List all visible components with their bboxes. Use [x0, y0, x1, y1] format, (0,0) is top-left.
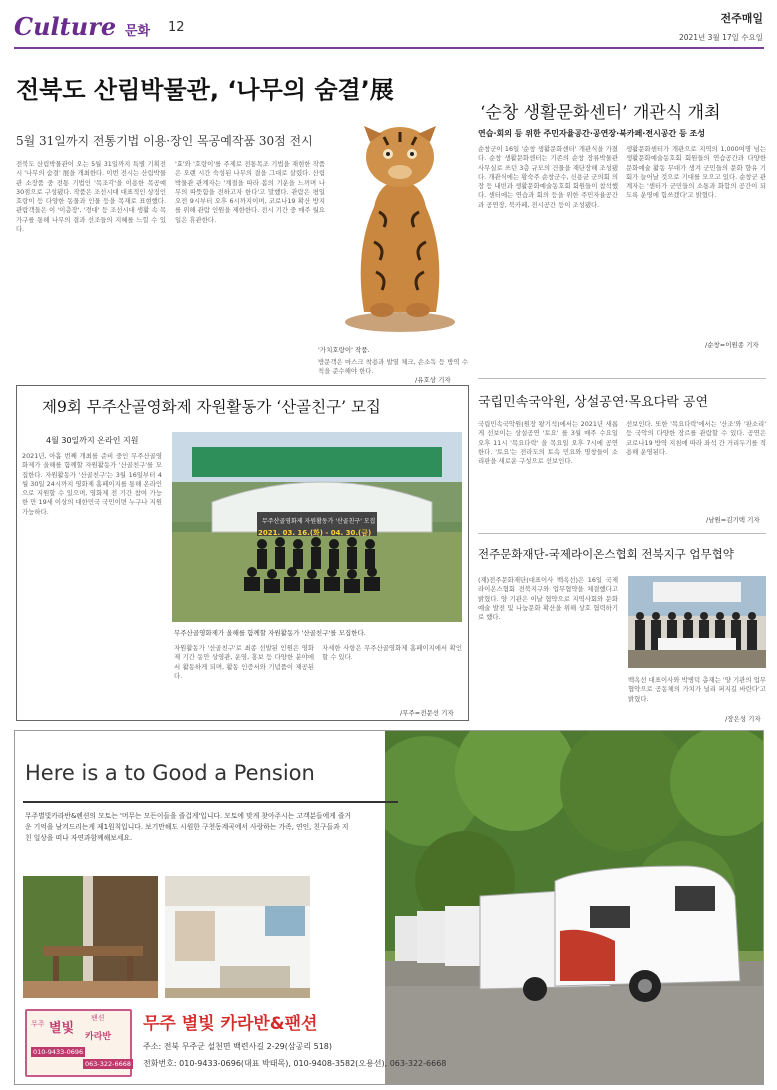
story4-subhead: 4월 30일까지 온라인 지원 [46, 436, 139, 445]
divider [478, 533, 766, 534]
tiger-carving-photo [334, 112, 466, 342]
section-title-ko: 문화 [125, 24, 151, 39]
story4-col1: 2021년, 아홉 번째 개최를 준비 중인 무주산골영화제가 올해를 함께할 자원활동가 '산골친구'를 모집한다. 자원활동가 '산골친구'는 3월 16일부터 4월 30일 24시까지 영화제 홈페이지를 통해 온라인으로 지원할 수 있으며, 영화제 전 기간 참여 가능한 만 19세 이상의 대한민국 국민이면 누구나 지원 가능하다. [22, 452, 162, 516]
logo-byeolbit: 별빛 [49, 1021, 75, 1036]
story2-subhead: 연습·회의 등 위한 주민자율공간·공연장·북카페·전시공간 등 조성 [478, 129, 706, 138]
story1-subhead: 5월 31일까지 전통기법 이용·장인 목공예작품 30점 전시 [16, 134, 313, 148]
ad-title-underline [23, 801, 398, 803]
story3-col1: 국립민속국악원(원장 왕기석)에서는 2021년 새롭게 선보이는 상설공연 '토요' 를 3월 매주 수요일 오후 11시 '목요다락' 을 목요일 오후 7시에 공연한다. '토요'는 전라도의 토속 민요와 명창들이 소리판을 새로운 구성으로 선보인다. [478, 420, 618, 466]
newspaper-name: 전주매일 [720, 12, 763, 25]
story3-byline: /남원=김기택 기자 [706, 516, 760, 524]
pension-logo [25, 1009, 132, 1077]
logo-caravan: 카라반 [85, 1032, 112, 1042]
logo-pension: 팬션 [91, 1014, 105, 1022]
story5-headline: 전주문화재단-국제라이온스협회 전북지구 업무협약 [478, 547, 734, 561]
story1-caption: '가치호랑이' 작품. [318, 346, 370, 354]
photo-banner-date: 2021. 03. 16.(화) - 04. 30.(금) [258, 529, 372, 537]
bbq-deck-photo [23, 876, 158, 998]
story5-col2: 백옥선 대표이사와 박병덕 총재는 '양 기관의 업무협약으로 공동체의 가치가 널리 퍼지길 바란다'고 밝혔다. [628, 676, 766, 703]
story1-col1: 전북도 산림박물관이 오는 5월 31일까지 특별 기획전시 '나무의 숨결' 展을 개최한다. 이번 전시는 산림박물관 소장품 중 전통 기법인 '목조각'을 이용한 목공예 30점으로 구성됐다. 작품은 조선시대 대표적인 상징인 호랑이 등 다양한 동물과 인물 등을 목재로 표현했다. 관람객들은 이 '이층장', '경대' 등 조선시대 생활 속 목가구를 통해 나무의 결과 선조들의 지혜를 느낄 수 있다. [16, 160, 166, 234]
ad-address: 주소: 전북 무주군 설천면 백련사길 2-29(삼공리 518) [143, 1042, 332, 1051]
story1-headline: 전북도 산림박물관, ‘나무의 숨결’展 [16, 76, 394, 104]
volunteers-group-photo [172, 432, 462, 622]
story4-caption: 무주산골영화제가 올해를 함께할 자원활동가 '산골친구'를 모집한다. [174, 629, 366, 637]
caravan-photo [385, 731, 763, 1084]
story1-col2: '효'와 '호랑이'를 주제로 전통목조 기법을 재현한 작품은 오랜 시간 숙성된 나무의 결을 그대로 살렸다. 산림박물관 관계자는 '계절을 따라 봄의 기운을 느끼며 나무의 따뜻함을 전하고자 한다'고 말했다. 관람은 평일 오전 9시부터 오후 6시까지이며, 코로나19 확산 방지를 위해 관람 인원을 제한한다. 전시 기간 중 매주 월요일은 휴관한다. [175, 160, 325, 224]
story4-headline: 제9회 무주산골영화제 자원활동가 ‘산골친구’ 모집 [42, 398, 381, 416]
story1-col3: 방문객은 마스크 착용과 발열 체크, 손소독 등 방역 수칙을 준수해야 한다. [318, 358, 468, 376]
story4-col2: 자원활동가 '산골친구'로 최종 선발된 인원은 영화제 기간 동안 상영관, 운영, 홍보 등 다양한 분야에서 활동하게 되며, 활동 인증서와 기념품이 제공된다. [174, 644, 314, 680]
ad-description: 무주별빛카라반&펜션의 모토는 '머무는 모든이들을 즐겁게'입니다. 모토에 맞게 찾아주시는 고객분들에게 즐거운 기억을 남겨드리는게 제1원칙입니다. 보기만해도 시원한 구천동계곡에서 사랑하는 가족, 연인, 친구들과 지친 일상을 떠나 자연과함께해보세요. [25, 812, 352, 842]
story2-byline: /순창=이원종 기자 [705, 341, 759, 349]
section-title-en: Culture [14, 12, 117, 41]
caravan-interior-photo [165, 876, 310, 998]
story5-col1: (재)전주문화재단(대표이사 백옥선)은 16일 국제라이온스협회 전북지구와 업무협약을 체결했다고 밝혔다. 양 기관은 이날 협약으로 지역사회와 문화예술 발전 및 나눔문화 확산을 위해 상호 협력하기로 했다. [478, 576, 618, 622]
pension-advertisement [14, 730, 764, 1085]
logo-phone1: 010-9433-0696 [33, 1048, 84, 1056]
story4-col3: 자세한 사항은 무주산골영화제 홈페이지에서 확인할 수 있다. [322, 644, 462, 662]
story3-col2: 선보인다. 또한 '목요다락'에서는 '산조'와 '판소리' 등 국악의 다양한 장르를 관람할 수 있다. 공연은 코로나19 방역 지침에 따라 좌석 간 거리두기를 적용해 운영된다. [626, 420, 766, 456]
story3-headline: 국립민속국악원, 상설공연·목요다락 공연 [478, 395, 709, 410]
issue-date: 2021년 3월 17일 수요일 [678, 33, 763, 42]
story5-byline: /장은성 기자 [725, 715, 761, 723]
logo-muju: 무주 [31, 1020, 45, 1028]
story2-col1: 순창군이 16일 '순창 생활문화센터' 개관식을 가졌다. 순창 생활문화센터는 기존의 순창 장류박물관 사무실로 쓰던 3층 규모의 건물을 재단장해 조성됐다. 개관식에는 황숙주 순창군수, 신용균 군의회 의장 등 내빈과 생활문화예술동호회 회원들이 참석했다. 센터에는 연습과 회의 등을 위한 주민자율공간과 공연장, 북카페, 전시공간 등이 조성됐다. [478, 145, 618, 209]
divider [478, 378, 766, 379]
agreement-signing-photo [628, 576, 766, 668]
story1-byline: /유호상 기자 [415, 376, 451, 384]
logo-phone2: 063-322-6668 [85, 1060, 132, 1068]
photo-banner-text: 무주산골영화제 자원활동가 '산골친구' 모집 [262, 518, 376, 525]
ad-title: Here is a to Good a Pension [25, 761, 315, 785]
story4-byline: /무주=전문선 기자 [400, 709, 454, 717]
ad-phone: 전화번호: 010-9433-0696(대표 박태목), 010-9408-3582(오용선), 063-322-6668 [143, 1059, 447, 1068]
ad-brand-name: 무주 별빛 카라반&팬션 [143, 1014, 318, 1034]
story2-headline: ‘순창 생활문화센터’ 개관식 개최 [480, 103, 721, 123]
page-number: 12 [168, 20, 185, 35]
header-divider [14, 47, 764, 49]
story2-col2: 생활문화센터가 개관으로 지역의 1,000여명 넘는 생활문화예술동호회 회원들의 연습공간과 다양한 문화예술 활동 무대가 생겨 군민들의 문화 향유 기회가 늘어날 것으로 기대를 모으고 있다. 순창군 관계자는 '센터가 군민들의 소통과 화합의 공간이 되도록 운영에 힘쓰겠다'고 밝혔다. [626, 145, 766, 200]
